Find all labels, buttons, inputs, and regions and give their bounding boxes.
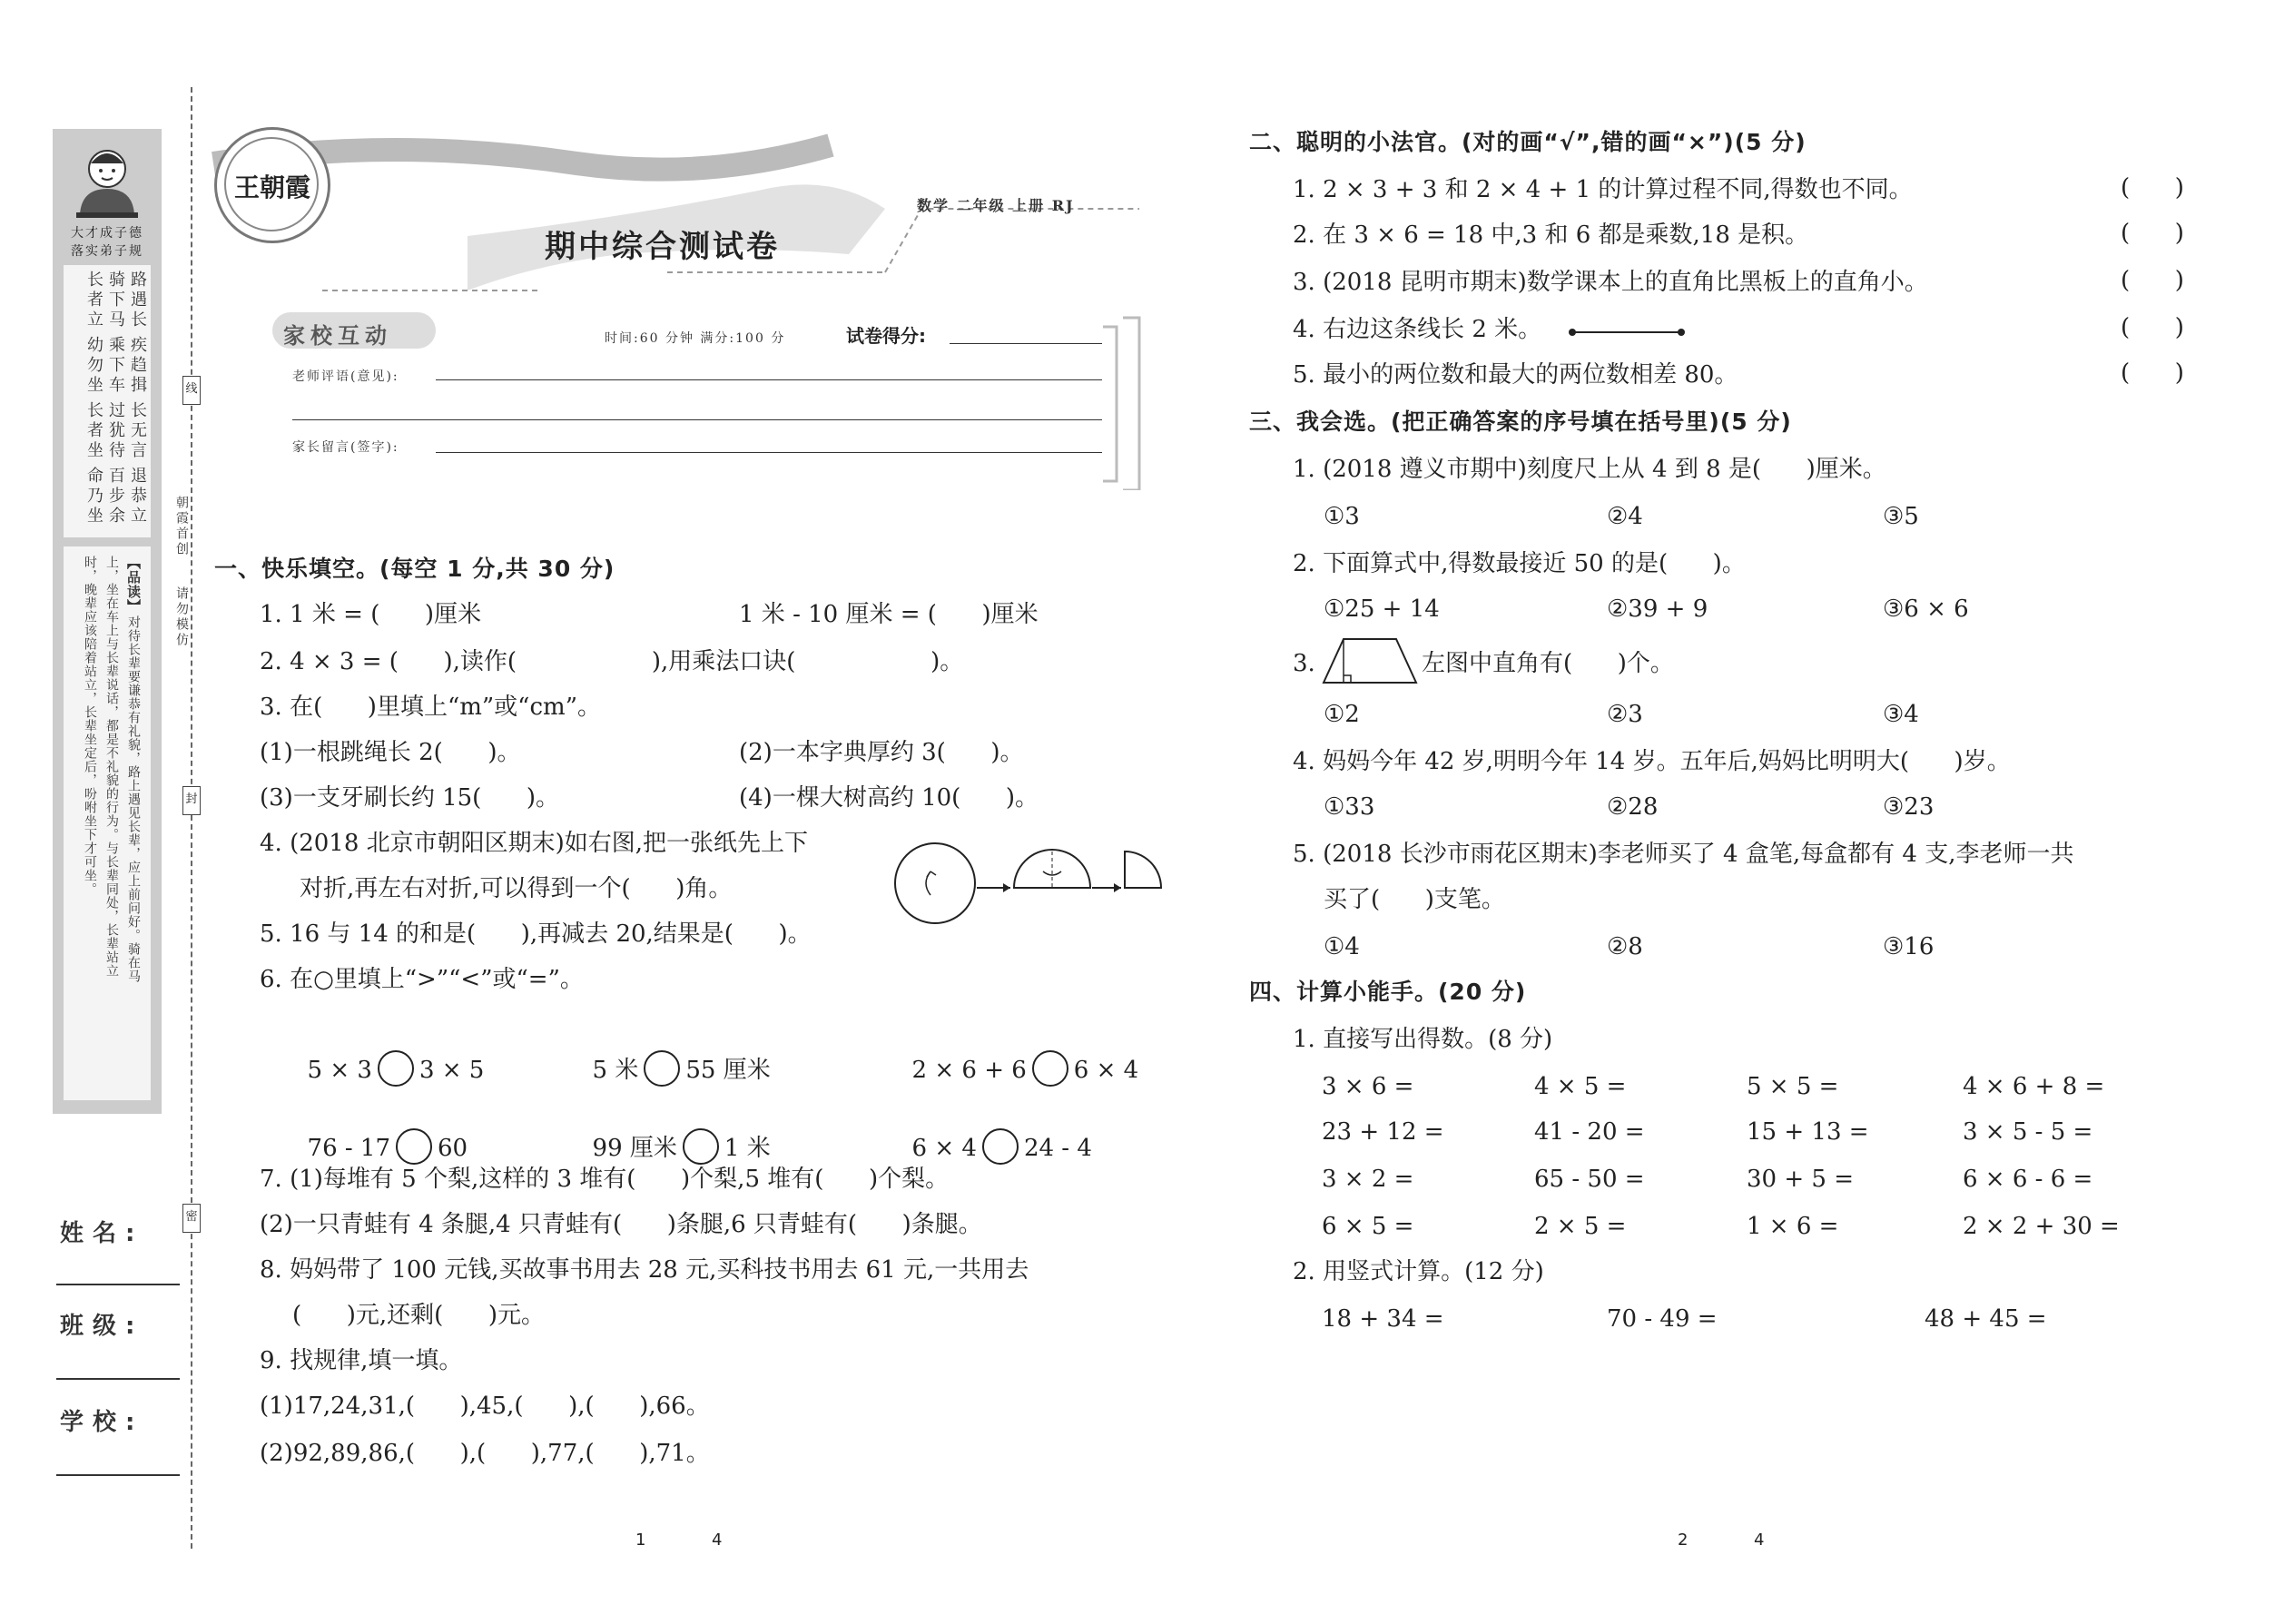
judge-answer[interactable]: ( ) [2121, 359, 2184, 387]
poem-col: 骑下马 [106, 271, 125, 330]
poem-col: 乘下车 [106, 336, 125, 396]
compare-circle[interactable] [683, 1128, 719, 1165]
vertical-calc-item: 18 + 34 = [1322, 1305, 1444, 1333]
judge-answer[interactable]: ( ) [2121, 267, 2184, 294]
compare-item [897, 1022, 1138, 1089]
question-3-1: (1)一根跳绳长 2( )。 [260, 739, 521, 766]
option-2[interactable]: ②4 [1607, 503, 1643, 530]
judge-answer[interactable]: ( ) [2121, 220, 2184, 247]
compare-left: 5 米 [592, 1057, 639, 1084]
question-3-2: (2)一本字典厚约 3( )。 [739, 739, 1024, 766]
sidebar-slogan-left: 大才成子德 [71, 226, 143, 241]
question-3: 3. 在( )里填上“m”或“cm”。 [260, 694, 601, 721]
compare-circle[interactable] [396, 1128, 432, 1165]
option-2[interactable]: ②3 [1607, 701, 1643, 728]
poem-col: 百步余 [106, 467, 125, 527]
question-9: 9. 找规律,填一填。 [260, 1347, 463, 1374]
reading-text: 对待长辈要谦恭有礼貌，路上遇见长辈，应上前问好。骑在马 [126, 615, 141, 983]
calc-item: 65 - 50 = [1534, 1166, 1645, 1193]
copyright-note: 朝霞首创 [174, 496, 189, 557]
calc-item: 2 × 2 + 30 = [1963, 1213, 2120, 1240]
cut-line [191, 87, 192, 1549]
compare-right: 60 [438, 1135, 468, 1162]
cut-mark-seal: 封 [182, 786, 201, 815]
compare-circle[interactable] [982, 1128, 1019, 1165]
calc-item: 2 × 5 = [1534, 1213, 1627, 1240]
poem-col: 路遇长 [128, 271, 147, 330]
poem-col: 过犹待 [106, 401, 125, 461]
poem-col: 退恭立 [128, 467, 147, 527]
vertical-calc-item: 70 - 49 = [1607, 1305, 1718, 1333]
calc-item: 3 × 6 = [1322, 1073, 1414, 1100]
teacher-comment-label: 老师评语(意见): [292, 369, 399, 384]
judge-item: 5. 最小的两位数和最大的两位数相差 80。 [1293, 361, 1738, 389]
calc-item: 3 × 5 - 5 = [1963, 1118, 2093, 1146]
compare-item [292, 1022, 484, 1089]
choice-question-2: 2. 下面算式中,得数最接近 50 的是( )。 [1293, 550, 1746, 577]
compare-right: 55 厘米 [685, 1057, 771, 1084]
choice-question-5a: 5. (2018 长沙市雨花区期末)李老师买了 4 盒笔,每盒都有 4 支,李老师一共 [1293, 841, 2074, 868]
question-3-4: (4)一棵大树高约 10( )。 [739, 784, 1039, 812]
logo-text: 王朝霞 [233, 172, 310, 202]
page-number: 2 [1678, 1530, 1689, 1550]
option-1[interactable]: ①25 + 14 [1324, 595, 1440, 623]
option-1[interactable]: ①33 [1324, 793, 1375, 821]
section-1-title: 一、快乐填空。(每空 1 分,共 30 分) [214, 556, 615, 582]
question-8b: ( )元,还剩( )元。 [292, 1302, 546, 1329]
question-5: 5. 16 与 14 的和是( ),再减去 20,结果是( )。 [260, 920, 812, 948]
reading-text: 时，晚辈应该陪着站立，长辈坐定后，吩咐坐下才可坐。 [83, 556, 97, 896]
compare-right: 24 - 4 [1023, 1135, 1092, 1162]
option-3[interactable]: ③4 [1883, 701, 1919, 728]
page-total: 4 [712, 1530, 723, 1550]
choice-question-5b: 买了( )支笔。 [1324, 886, 1505, 913]
calc-item: 6 × 6 - 6 = [1963, 1166, 2093, 1193]
trapezoid-figure [1320, 635, 1420, 686]
compare-right: 6 × 4 [1073, 1057, 1139, 1084]
question-1a: 1. 1 米 = ( )厘米 [260, 601, 482, 628]
compare-left: 6 × 4 [911, 1135, 977, 1162]
calc-item: 30 + 5 = [1747, 1166, 1854, 1193]
paper-folding-figure [894, 833, 1185, 933]
cut-mark-secret: 密 [182, 1204, 201, 1233]
question-9-1: (1)17,24,31,( ),45,( ),( ),66。 [260, 1393, 710, 1420]
poem-col: 长者立 [84, 271, 103, 330]
copyright-note: 请勿模仿 [174, 586, 189, 648]
judge-item: 3. (2018 昆明市期末)数学课本上的直角比黑板上的直角小。 [1293, 269, 1928, 296]
score-label: 试卷得分: [846, 325, 926, 347]
segment-figure [1569, 323, 1687, 341]
question-1b: 1 米 - 10 厘米 = ( )厘米 [739, 601, 1039, 628]
poem-col: 命乃坐 [84, 467, 103, 527]
compare-left: 99 厘米 [592, 1135, 677, 1162]
question-7b: (2)一只青蛙有 4 条腿,4 只青蛙有( )条腿,6 只青蛙有( )条腿。 [260, 1211, 982, 1238]
compare-circle[interactable] [1032, 1050, 1068, 1087]
compare-right: 3 × 5 [418, 1057, 485, 1084]
compare-right: 1 米 [724, 1135, 771, 1162]
option-2[interactable]: ②39 + 9 [1607, 595, 1708, 623]
sidebar-slogan-right: 落实弟子规 [71, 244, 143, 259]
sub-question-1: 1. 直接写出得数。(8 分) [1293, 1026, 1553, 1053]
reading-label: 【品读】 [125, 556, 142, 614]
option-1[interactable]: ①3 [1324, 503, 1360, 530]
option-3[interactable]: ③23 [1883, 793, 1935, 821]
calc-item: 41 - 20 = [1534, 1118, 1645, 1146]
compare-left: 76 - 17 [307, 1135, 391, 1162]
teacher-comment-field[interactable] [436, 379, 1102, 380]
exam-time-info: 时间:60 分钟 满分:100 分 [605, 331, 786, 346]
poem-col: 疾趋揖 [128, 336, 147, 396]
option-2[interactable]: ②8 [1607, 933, 1643, 960]
calc-item: 6 × 5 = [1322, 1213, 1414, 1240]
page-title: 期中综合测试卷 [545, 229, 780, 265]
question-6: 6. 在○里填上“>”“<”或“=”。 [260, 966, 584, 993]
calc-item: 4 × 6 + 8 = [1963, 1073, 2105, 1100]
compare-circle[interactable] [378, 1050, 414, 1087]
page-total: 4 [1754, 1530, 1765, 1550]
judge-answer[interactable]: ( ) [2121, 314, 2184, 341]
compare-circle[interactable] [644, 1050, 680, 1087]
header-ribbon [195, 109, 1157, 490]
option-2[interactable]: ②28 [1607, 793, 1659, 821]
poem-col: 幼勿坐 [84, 336, 103, 396]
name-field[interactable] [56, 1284, 180, 1285]
compare-left: 5 × 3 [307, 1057, 372, 1084]
calc-item: 4 × 5 = [1534, 1073, 1627, 1100]
judge-item: 1. 2 × 3 + 3 和 2 × 4 + 1 的计算过程不同,得数也不同。 [1293, 176, 1913, 203]
calc-item: 15 + 13 = [1747, 1118, 1869, 1146]
score-field[interactable] [950, 343, 1102, 344]
school-label: 学校: [60, 1409, 144, 1436]
option-3[interactable]: ③6 × 6 [1883, 595, 1969, 623]
question-7a: 7. (1)每堆有 5 个梨,这样的 3 堆有( )个梨,5 堆有( )个梨。 [260, 1166, 950, 1193]
page-number: 1 [635, 1530, 646, 1550]
mascot-image [73, 142, 142, 220]
judge-answer[interactable]: ( ) [2121, 174, 2184, 202]
choice-question-3-number: 3. [1293, 650, 1315, 677]
choice-question-1: 1. (2018 遵义市期中)刻度尺上从 4 到 8 是( )厘米。 [1293, 456, 1886, 483]
option-3[interactable]: ③16 [1883, 933, 1935, 960]
calc-item: 23 + 12 = [1322, 1118, 1444, 1146]
option-1[interactable]: ①2 [1324, 701, 1360, 728]
question-4b: 对折,再左右对折,可以得到一个( )角。 [300, 875, 733, 902]
name-label: 姓名: [60, 1220, 144, 1247]
choice-question-4: 4. 妈妈今年 42 岁,明明今年 14 岁。五年后,妈妈比明明大( )岁。 [1293, 748, 2011, 775]
cut-mark-line: 线 [182, 376, 201, 405]
calc-item: 3 × 2 = [1322, 1166, 1414, 1193]
reading-text: 上，坐在车上与长辈说话，都是不礼貌的行为。与长辈同处，长辈站立 [104, 556, 119, 978]
option-3[interactable]: ③5 [1883, 503, 1919, 530]
brand-logo [214, 127, 330, 243]
class-field[interactable] [56, 1378, 180, 1380]
poem-col: 长者坐 [84, 401, 103, 461]
subject-tags: 数学 二年级 上册 RJ [917, 197, 1075, 214]
parent-comment-field[interactable] [436, 452, 1102, 453]
question-4a: 4. (2018 北京市朝阳区期末)如右图,把一张纸先上下 [260, 830, 809, 857]
calc-item: 5 × 5 = [1747, 1073, 1839, 1100]
vertical-calc-item: 48 + 45 = [1925, 1305, 2047, 1333]
sidebar-panel [53, 129, 162, 1114]
choice-question-3: 左图中直角有( )个。 [1422, 650, 1674, 677]
question-3-3: (3)一支牙刷长约 15( )。 [260, 784, 560, 812]
calc-item: 1 × 6 = [1747, 1213, 1839, 1240]
judge-item: 4. 右边这条线长 2 米。 [1293, 316, 1542, 343]
compare-item [577, 1100, 771, 1167]
judge-item: 2. 在 3 × 6 = 18 中,3 和 6 都是乘数,18 是积。 [1293, 221, 1809, 249]
home-school-label: 家校互动 [283, 323, 392, 349]
teacher-comment-field-2[interactable] [292, 419, 1102, 420]
poem-col: 长无言 [128, 401, 147, 461]
class-label: 班级: [60, 1313, 144, 1340]
question-9-2: (2)92,89,86,( ),( ),77,( ),71。 [260, 1440, 710, 1467]
sub-question-2: 2. 用竖式计算。(12 分) [1293, 1258, 1544, 1285]
question-2: 2. 4 × 3 = ( ),读作( ),用乘法口诀( )。 [260, 648, 964, 675]
compare-item [897, 1100, 1092, 1167]
section-4-title: 四、计算小能手。(20 分) [1249, 979, 1527, 1005]
compare-item [292, 1100, 468, 1167]
parent-comment-label: 家长留言(签字): [292, 440, 399, 455]
compare-left: 2 × 6 + 6 [911, 1057, 1027, 1084]
section-2-title: 二、聪明的小法官。(对的画“√”,错的画“×”)(5 分) [1249, 129, 1807, 155]
option-1[interactable]: ①4 [1324, 933, 1360, 960]
school-field[interactable] [56, 1474, 180, 1476]
compare-item [577, 1022, 771, 1089]
section-3-title: 三、我会选。(把正确答案的序号填在括号里)(5 分) [1249, 408, 1792, 435]
question-8a: 8. 妈妈带了 100 元钱,买故事书用去 28 元,买科技书用去 61 元,一共用去 [260, 1256, 1029, 1284]
